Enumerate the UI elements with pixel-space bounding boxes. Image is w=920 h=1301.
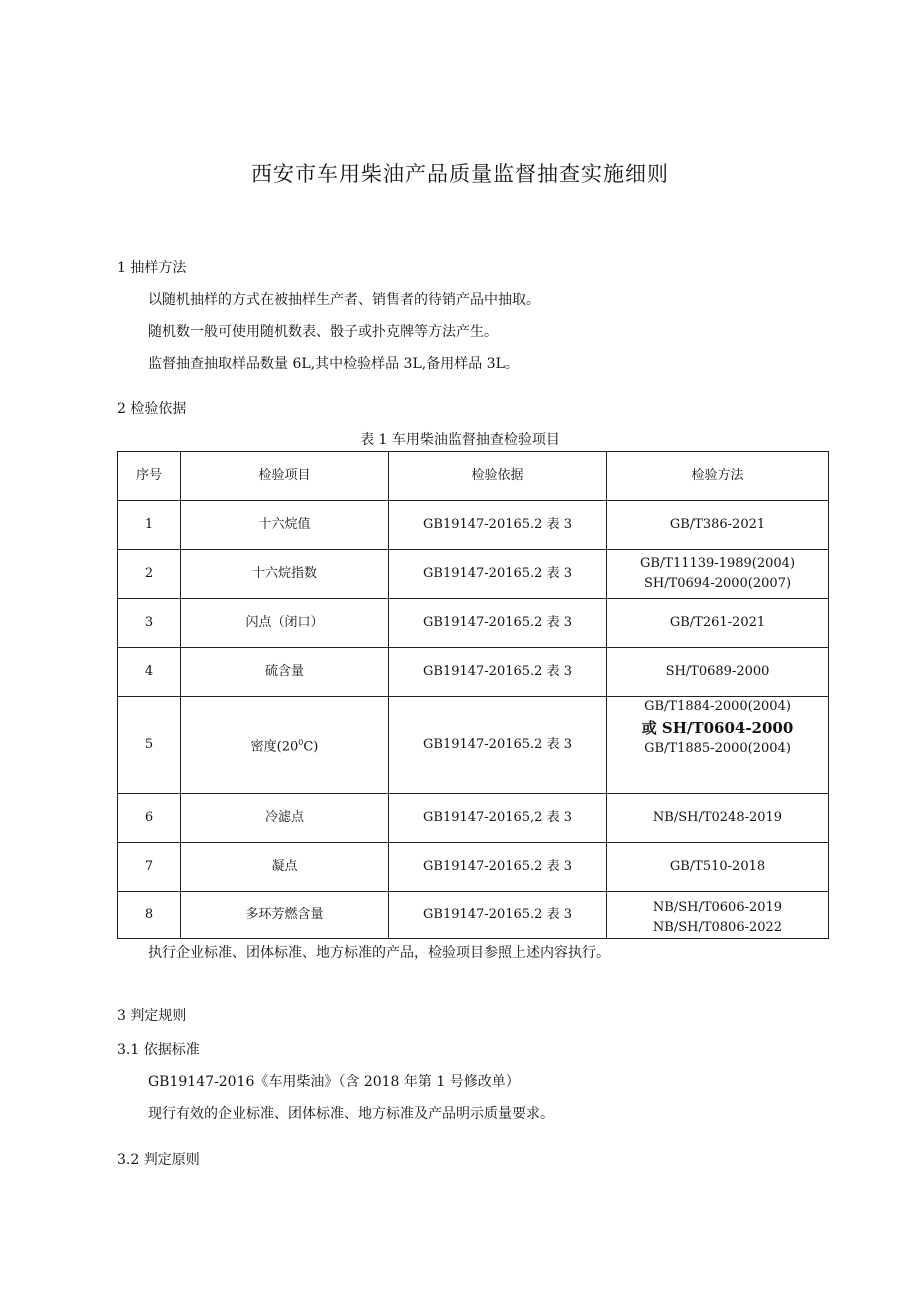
section-3-heading: 3 判定规则	[117, 1008, 187, 1024]
row-method	[607, 550, 829, 599]
row-item: 十六烷指数	[181, 550, 389, 599]
row-number: 7	[118, 843, 181, 892]
row-basis: GB19147-20165,2 表 3	[389, 794, 607, 843]
density-label: 密度(20	[250, 739, 299, 755]
row-method	[607, 892, 829, 939]
row-item: 硫含量	[181, 648, 389, 697]
section-1-paragraph-3: 监督抽查抽取样品数量 6L,其中检验样品 3L,备用样品 3L。	[148, 356, 519, 372]
row-number: 3	[118, 599, 181, 648]
section-3-1-standard: GB19147-2016《车用柴油》（含 2018 年第 1 号修改单）	[148, 1074, 520, 1090]
table-note: 执行企业标准、团体标准、地方标准的产品，检验项目参照上述内容执行。	[148, 945, 610, 961]
section-3-1-heading: 3.1 依据标准	[117, 1042, 200, 1058]
table-row	[118, 648, 829, 697]
table-row	[118, 599, 829, 648]
inspection-items-table	[117, 451, 829, 939]
method-line: NB/SH/T0806-2022	[652, 920, 783, 935]
table-row	[118, 843, 829, 892]
page-title: 西安市车用柴油产品质量监督抽查实施细则	[251, 162, 669, 186]
table-row	[118, 794, 829, 843]
row-item	[181, 697, 389, 794]
row-basis: GB19147-20165.2 表 3	[389, 648, 607, 697]
section-1-heading: 1 抽样方法	[117, 260, 187, 276]
density-superscript: 0	[298, 737, 304, 747]
section-1-paragraph-1: 以随机抽样的方式在被抽样生产者、销售者的待销产品中抽取。	[148, 292, 540, 308]
method-line: GB/T11139-1989(2004)	[639, 556, 796, 571]
row-method: GB/T386-2021	[607, 501, 829, 550]
table-row	[118, 892, 829, 939]
density-unit: C)	[303, 739, 319, 755]
row-basis: GB19147-20165.2 表 3	[389, 697, 607, 794]
row-method	[607, 697, 829, 794]
row-item: 凝点	[181, 843, 389, 892]
table-header-row	[118, 452, 829, 501]
method-line: NB/SH/T0606-2019	[652, 900, 783, 915]
row-basis: GB19147-20165.2 表 3	[389, 892, 607, 939]
header-cell: 检验方法	[607, 452, 829, 501]
row-basis: GB19147-20165.2 表 3	[389, 843, 607, 892]
header-cell: 检验依据	[389, 452, 607, 501]
method-line: GB/T1885-2000(2004)	[644, 741, 791, 756]
table-row	[118, 697, 829, 794]
row-number: 2	[118, 550, 181, 599]
row-item: 多环芳燃含量	[181, 892, 389, 939]
row-basis: GB19147-20165.2 表 3	[389, 550, 607, 599]
row-method: GB/T510-2018	[607, 843, 829, 892]
row-number: 1	[118, 501, 181, 550]
row-number: 6	[118, 794, 181, 843]
row-item: 冷滤点	[181, 794, 389, 843]
row-item: 闪点（闭口）	[181, 599, 389, 648]
section-2-heading: 2 检验依据	[117, 401, 187, 417]
table-row	[118, 501, 829, 550]
row-method: GB/T261-2021	[607, 599, 829, 648]
header-cell: 检验项目	[181, 452, 389, 501]
row-basis: GB19147-20165.2 表 3	[389, 501, 607, 550]
table-caption: 表 1 车用柴油监督抽查检验项目	[360, 432, 560, 448]
method-line: GB/T1884-2000(2004)	[644, 699, 791, 714]
section-3-2-heading: 3.2 判定原则	[117, 1152, 200, 1168]
row-basis: GB19147-20165.2 表 3	[389, 599, 607, 648]
row-method: NB/SH/T0248-2019	[607, 794, 829, 843]
row-number: 8	[118, 892, 181, 939]
table-row	[118, 550, 829, 599]
row-number: 5	[118, 697, 181, 794]
method-line: SH/T0694-2000(2007)	[643, 576, 792, 591]
section-3-1-paragraph: 现行有效的企业标准、团体标准、地方标准及产品明示质量要求。	[148, 1106, 554, 1122]
section-1-paragraph-2: 随机数一般可使用随机数表、骰子或扑克牌等方法产生。	[148, 324, 498, 340]
method-line: 或 SH/T0604-2000	[641, 719, 794, 737]
row-number: 4	[118, 648, 181, 697]
row-method: SH/T0689-2000	[607, 648, 829, 697]
row-item: 十六烷值	[181, 501, 389, 550]
header-cell: 序号	[118, 452, 181, 501]
